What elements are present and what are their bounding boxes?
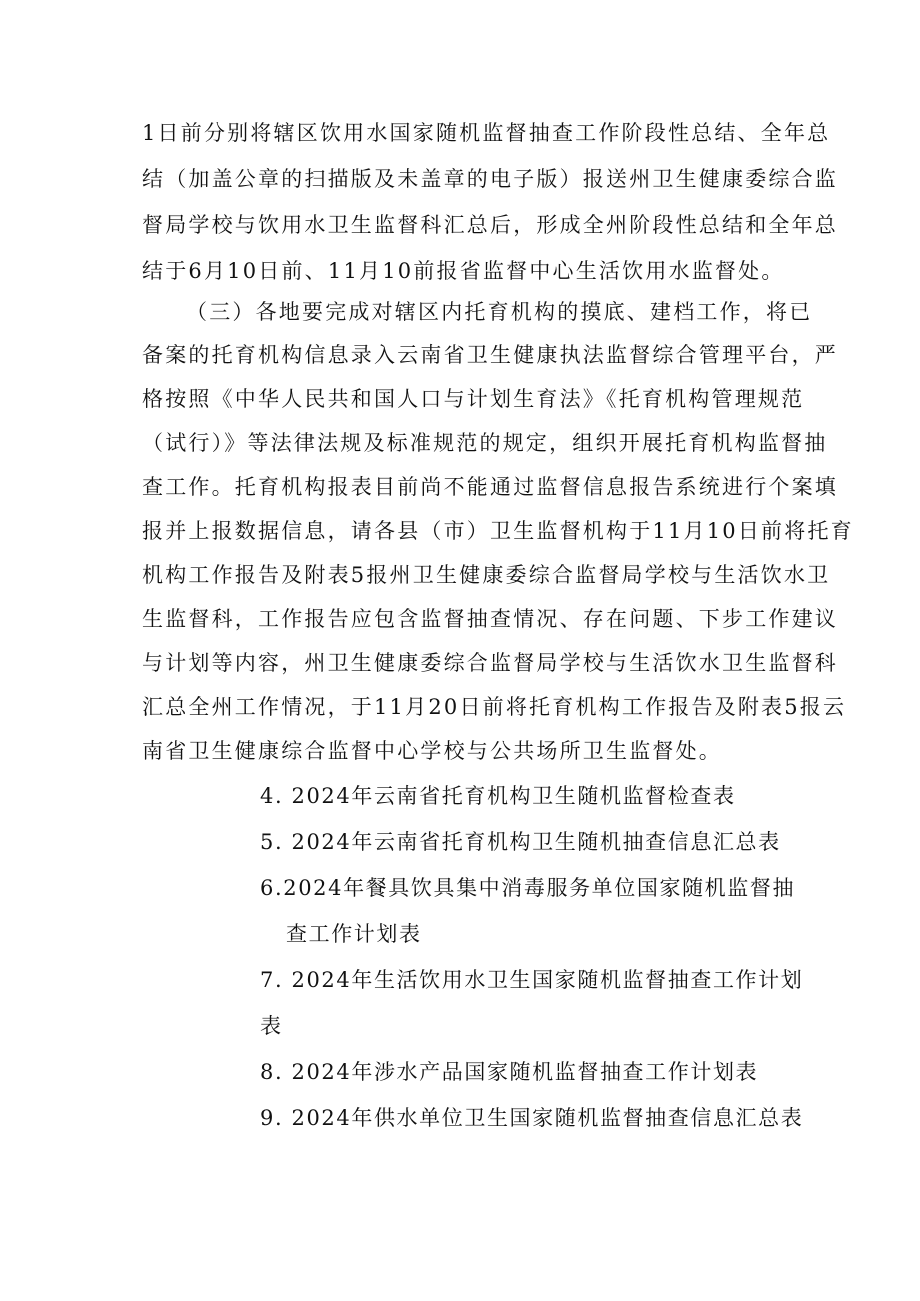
attachment-item-6-line-1: 6.2024年餐具饮具集中消毒服务单位国家随机监督抽 bbox=[260, 876, 796, 900]
attachment-item-5: 5. 2024年云南省托育机构卫生随机抽查信息汇总表 bbox=[260, 830, 781, 854]
attachment-item-9: 9. 2024年供水单位卫生国家随机监督抽查信息汇总表 bbox=[260, 1106, 804, 1130]
paragraph-2-line-7: 机构工作报告及附表5报州卫生健康委综合监督局学校与生活饮水卫 bbox=[142, 563, 831, 587]
paragraph-2-line-1: （三）各地要完成对辖区内托育机构的摸底、建档工作，将已 bbox=[186, 300, 813, 324]
paragraph-2-line-10: 汇总全州工作情况，于11月20日前将托育机构工作报告及附表5报云 bbox=[142, 695, 847, 719]
paragraph-1-line-3: 督局学校与饮用水卫生监督科汇总后，形成全州阶段性总结和全年总 bbox=[142, 213, 838, 237]
attachment-item-4: 4. 2024年云南省托育机构卫生随机监督检查表 bbox=[260, 784, 736, 808]
paragraph-2-line-9: 与计划等内容，州卫生健康委综合监督局学校与生活饮水卫生监督科 bbox=[142, 651, 838, 675]
paragraph-1-line-4: 结于6月10日前、11月10前报省监督中心生活饮用水监督处。 bbox=[142, 259, 785, 283]
paragraph-2-line-11: 南省卫生健康综合监督中心学校与公共场所卫生监督处。 bbox=[142, 739, 722, 763]
attachment-item-8: 8. 2024年涉水产品国家随机监督抽查工作计划表 bbox=[260, 1060, 759, 1084]
attachment-item-6-line-2: 查工作计划表 bbox=[286, 922, 422, 946]
paragraph-2-line-2: 备案的托育机构信息录入云南省卫生健康执法监督综合管理平台，严 bbox=[142, 343, 838, 367]
paragraph-2-line-8: 生监督科，工作报告应包含监督抽查情况、存在问题、下步工作建议 bbox=[142, 607, 838, 631]
paragraph-2-line-3: 格按照《中华人民共和国人口与计划生育法》《托育机构管理规范 bbox=[142, 387, 805, 411]
attachment-item-7-line-2: 表 bbox=[260, 1014, 283, 1038]
attachment-item-7-line-1: 7. 2024年生活饮用水卫生国家随机监督抽查工作计划 bbox=[260, 968, 804, 992]
paragraph-1-line-1: 1日前分别将辖区饮用水国家随机监督抽查工作阶段性总结、全年总 bbox=[142, 121, 831, 145]
paragraph-2-line-4: （试行）》等法律法规及标准规范的规定，组织开展托育机构监督抽 bbox=[142, 431, 828, 455]
paragraph-2-line-6: 报并上报数据信息，请各县（市）卫生监督机构于11月10日前将托育 bbox=[142, 519, 854, 543]
paragraph-1-line-2: 结（加盖公章的扫描版及未盖章的电子版）报送州卫生健康委综合监 bbox=[142, 167, 838, 191]
paragraph-2-line-5: 查工作。托育机构报表目前尚不能通过监督信息报告系统进行个案填 bbox=[142, 475, 838, 499]
